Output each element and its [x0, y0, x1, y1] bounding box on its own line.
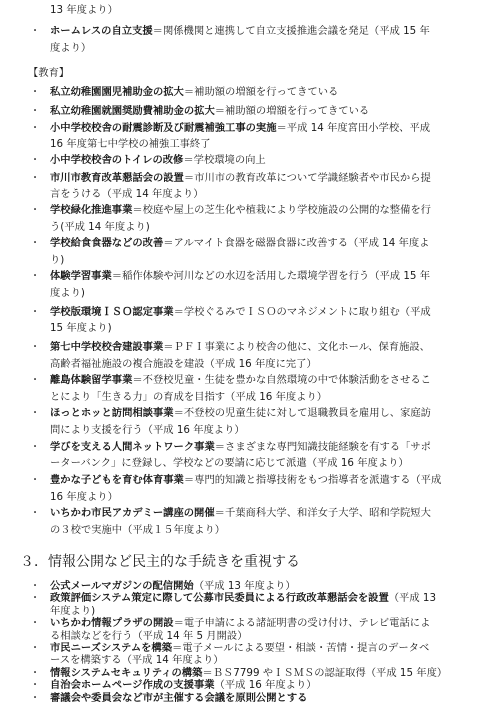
list-item-heading: 公式メールマガジンの配信開始 [50, 580, 194, 592]
list-item-detail: ＝電子メールによる要望・相談・苦情・提言のデータベ [172, 642, 430, 654]
list-item-detail: ＝電子申請による諸証明書の受け付け、テレビ電話によ [173, 617, 431, 629]
list-item-heading: 小中学校校舎のトイレの改修 [50, 154, 184, 166]
list-item-continuation: 高齢者福祉施設の複合施設を建設（平成 16 年度に完了） [50, 358, 317, 370]
list-item-continuation: 年度より) [50, 605, 96, 617]
list-item-detail: ＝学校環境の向上 [183, 154, 266, 166]
list-item-heading: 学校給食食器などの改善 [50, 237, 164, 249]
bullet-icon: ・ [29, 154, 41, 166]
list-item-continuation: 度より) [50, 287, 85, 299]
bullet-icon: ・ [29, 204, 41, 216]
list-item-text [50, 204, 431, 217]
list-item-text [50, 237, 429, 250]
list-item-heading: 情報システムセキュリティの構築 [50, 667, 203, 679]
list-item-text [50, 172, 431, 185]
list-item-detail: （平成 16 年度より） [214, 679, 317, 691]
list-item-text [50, 122, 430, 135]
list-item-detail: ＝不登校の児童生徒に対して退職教員を雇用し、家庭訪 [173, 407, 431, 419]
list-item-detail: ＝補助額の増額を行ってきている [214, 105, 370, 117]
bullet-icon: ・ [29, 407, 41, 419]
list-item-text [50, 592, 436, 605]
list-item-text [50, 617, 430, 630]
list-item-continuation: り) [50, 254, 65, 266]
list-item-heading: いちかわ情報プラザの開設 [50, 617, 174, 629]
list-item-heading: 政策評価システム策定に際して公募市民委員による行政改革懇話会を設置 [50, 592, 389, 604]
list-item-detail: （平成 13 [388, 592, 437, 604]
bullet-icon: ・ [29, 270, 41, 282]
list-item-homeless-heading: ホームレスの自立支援 [50, 25, 153, 37]
list-item-text [50, 474, 441, 487]
list-item-text [50, 374, 431, 387]
top-continuation: 13 年度より） [50, 4, 118, 16]
bullet-icon: ・ [29, 507, 41, 519]
list-item-detail: ＝専門的知識と指導技術をもつ指導者を派遣する（平成 [183, 474, 442, 486]
bullet-icon: ・ [29, 679, 41, 691]
list-item-continuation: 16 年度より） [50, 491, 118, 503]
bullet-icon: ・ [29, 86, 41, 98]
bullet-icon: ・ [29, 592, 41, 604]
list-item-text [50, 306, 431, 319]
list-item-heading: 学校版環境ＩＳＯ認定事業 [50, 306, 174, 318]
bullet-icon: ・ [29, 617, 41, 629]
list-item-heading: 審議会や委員会など市が主催する会議を原則公開とする [50, 692, 308, 704]
list-item-continuation: ーターバンク」に登録し、学校などの要請に応じて派遣（平成 16 年度より） [50, 457, 409, 469]
list-item-heading: 私立幼稚園園児補助金の拡大 [50, 86, 184, 98]
list-item-continuation: う(平成 14 年度より) [50, 221, 150, 233]
bullet-icon: ・ [29, 172, 41, 184]
list-item-continuation: 16 年度第七中学校の補強工事終了 [50, 138, 211, 150]
list-item-homeless-continuation: 度より） [50, 42, 92, 54]
list-item-text [50, 270, 430, 283]
list-item-continuation: る相談などを行う（平成 14 年 5 月開設） [50, 630, 248, 642]
list-item-heading: 学校緑化推進事業 [50, 204, 133, 216]
list-item-text [50, 154, 266, 167]
bullet-icon: ・ [29, 642, 41, 654]
list-item-detail: ＝アルマイト食器を磁器食器に改善する（平成 14 年度よ [163, 237, 430, 249]
list-item-homeless-detail: ＝関係機関と連携して自立支援推進会議を発足（平成 15 年 [152, 25, 430, 37]
list-item-heading: 学びを支える人間ネットワーク事業 [50, 441, 215, 453]
list-item-detail: ＝補助額の増額を行ってきている [183, 86, 339, 98]
list-item-continuation: ースを構築する（平成 14 年度より） [50, 654, 224, 666]
list-item-continuation: 言をうける（平成 14 年度より） [50, 188, 204, 200]
list-item-detail: ＝市川市の教育改革について学識経験者や市民から提 [183, 172, 431, 184]
bullet-icon: ・ [29, 105, 41, 117]
list-item-heading: 市川市教育改革懇話会の設置 [50, 172, 184, 184]
list-item-heading: 自治会ホームページ作成の支援事業 [50, 679, 215, 691]
bullet-icon: ・ [29, 580, 41, 592]
bullet-icon: ・ [29, 341, 41, 353]
list-item-text [50, 679, 317, 692]
list-item-text [50, 407, 431, 420]
list-item-heading: 離島体験留学事業 [50, 374, 133, 386]
list-item-continuation: とにより「生きる力」の育成を目指す（平成 16 年度より） [50, 391, 328, 403]
list-item-detail: ＝ＰＦＩ事業により校舎の他に、文化ホール、保育施設、 [163, 341, 430, 353]
bullet-icon: ・ [29, 474, 41, 486]
bullet-icon: ・ [29, 374, 41, 386]
list-item-text [50, 341, 430, 354]
list-item-text [50, 86, 338, 99]
list-item-detail: ＝不登校児童・生徒を豊かな自然環境の中で体験活動をさせるこ [132, 374, 431, 386]
list-item-continuation: 問により支援を行う（平成 16 年度より） [50, 424, 245, 436]
list-item-text [50, 441, 431, 454]
list-item-continuation: の３校で実施中（平成１５年度より） [50, 524, 226, 536]
bullet-icon: ・ [29, 441, 41, 453]
bullet-icon: ・ [29, 667, 41, 679]
list-item-text [50, 105, 369, 118]
list-item-detail: ＝ＢＳ7799 やＩＳＭＳの認証取得（平成 15 年度） [202, 667, 448, 679]
list-item-continuation: 15 年度より) [50, 322, 112, 334]
list-item-heading: ほっとホッと訪問相談事業 [50, 407, 174, 419]
list-item-heading: 小中学校校舎の耐震診断及び耐震補強工事の実施 [50, 122, 277, 134]
list-item-detail: ＝平成 14 年度宮田小学校、平成 [276, 122, 431, 134]
list-item-heading: 第七中学校校舎建設事業 [50, 341, 164, 353]
education-heading: 【教育】 [28, 67, 70, 79]
bullet-icon: ・ [29, 692, 41, 704]
bullet-icon: ・ [29, 25, 41, 37]
list-item-text [50, 507, 431, 520]
section-title: ３．情報公開など民主的な手続きを重視する [20, 554, 300, 570]
list-item-heading: 豊かな子どもを育む体育事業 [50, 474, 184, 486]
list-item-homeless-text [50, 25, 430, 38]
list-item-detail: ＝稲作体験や河川などの水辺を活用した環境学習を行う（平成 15 年 [111, 270, 431, 282]
bullet-icon: ・ [29, 122, 41, 134]
list-item-detail: ＝校庭や屋上の芝生化や植栽により学校施設の公開的な整備を行 [132, 204, 431, 216]
list-item-heading: いちかわ市民アカデミー講座の開催 [50, 507, 215, 519]
list-item-heading: 市民ニーズシステムを構築 [50, 642, 173, 654]
list-item-heading: 私立幼稚園就園奨励費補助金の拡大 [50, 105, 215, 117]
list-item-detail: ＝学校ぐるみでＩＳＯのマネジメントに取り組む（平成 [173, 306, 431, 318]
list-item-detail: （平成 13 年度より） [193, 580, 296, 592]
bullet-icon: ・ [29, 306, 41, 318]
list-item-heading: 体験学習事業 [50, 270, 112, 282]
list-item-text [50, 692, 307, 705]
list-item-detail: ＝さまざまな専門知識技能経験を有する「サポ [214, 441, 431, 453]
list-item-detail: ＝千葉商科大学、和洋女子大学、昭和学院短大 [214, 507, 431, 519]
bullet-icon: ・ [29, 237, 41, 249]
